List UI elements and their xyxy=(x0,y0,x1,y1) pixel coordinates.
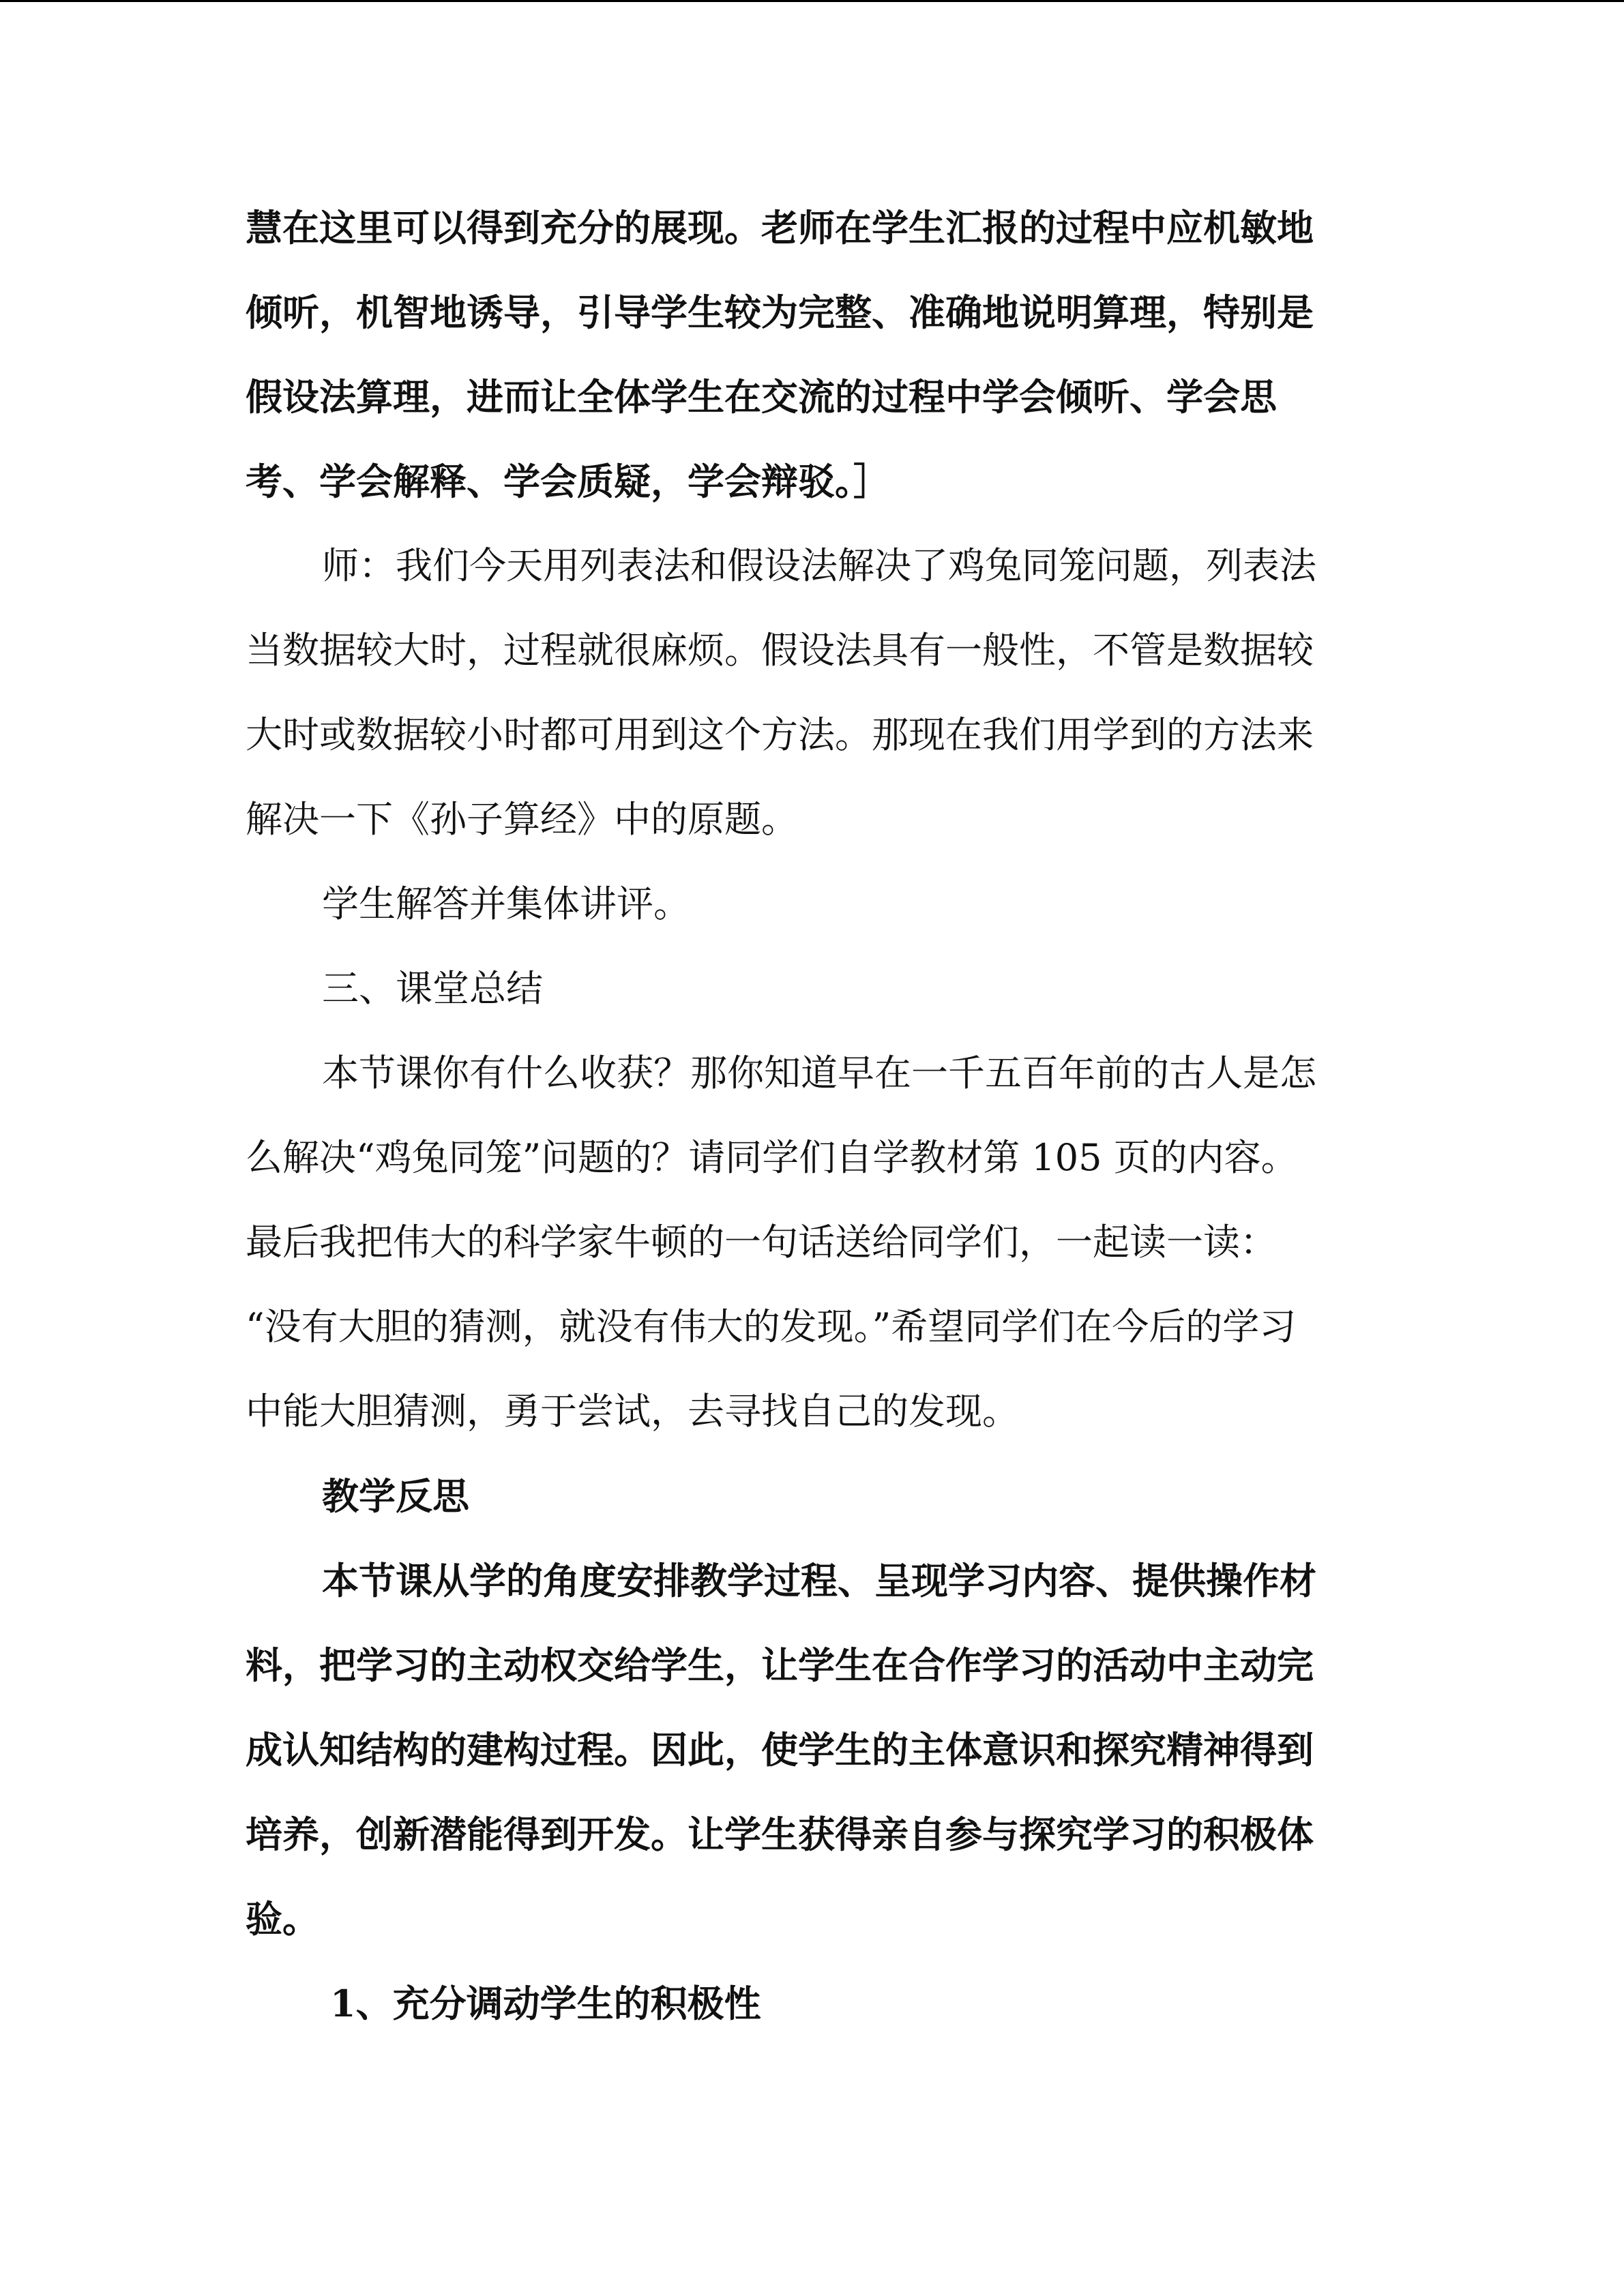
text-line: 考、学会解释、学会质疑，学会辩驳。］ xyxy=(246,460,890,503)
document-page xyxy=(246,185,1378,2046)
section-heading-reflection: 教学反思 xyxy=(322,1474,469,1518)
text-line: 本节课从学的角度安排教学过程、呈现学习内容、提供操作材 xyxy=(322,1559,1316,1602)
text-line: 培养，创新潜能得到开发。让学生获得亲自参与探究学习的积极体 xyxy=(246,1813,1314,1856)
text-line: 料，把学习的主动权交给学生，让学生在合作学习的活动中主动完 xyxy=(246,1643,1314,1687)
text-line: 解决一下《孙子算经》中的原题。 xyxy=(246,798,798,841)
subheading-point-1: 1、充分调动学生的积极性 xyxy=(330,1982,761,2025)
text-line: 大时或数据较小时都可用到这个方法。那现在我们用学到的方法来 xyxy=(246,713,1314,756)
page-top-border xyxy=(0,0,1624,2)
text-line: 当数据较大时，过程就很麻烦。假设法具有一般性，不管是数据较 xyxy=(246,629,1314,672)
text-line: 验。 xyxy=(246,1897,319,1941)
text-line: 么解决“鸡兔同笼”问题的？请同学们自学教材第 105 页的内容。 xyxy=(246,1136,1298,1179)
section-heading-summary: 三、课堂总结 xyxy=(322,967,543,1010)
text-line: 师：我们今天用列表法和假设法解决了鸡兔同笼问题，列表法 xyxy=(322,544,1316,587)
paragraph-reflection xyxy=(246,1538,1378,1961)
text-line: “没有大胆的猜测，就没有伟大的发现。”希望同学们在今后的学习 xyxy=(246,1305,1297,1348)
text-line: 本节课你有什么收获？那你知道早在一千五百年前的古人是怎 xyxy=(322,1052,1316,1094)
paragraph-class-summary xyxy=(246,1031,1378,1454)
text-line: 慧在这里可以得到充分的展现。老师在学生汇报的过程中应机敏地 xyxy=(246,206,1314,250)
paragraph-student-answer: 学生解答并集体讲评。 xyxy=(322,882,690,925)
text-line: 中能大胆猜测，勇于尝试，去寻找自己的发现。 xyxy=(246,1390,1019,1433)
paragraph-method-commentary xyxy=(246,185,1378,524)
paragraph-teacher-remark xyxy=(246,524,1378,862)
text-line: 假设法算理，进而让全体学生在交流的过程中学会倾听、学会思 xyxy=(246,375,1277,419)
text-line: 倾听，机智地诱导，引导学生较为完整、准确地说明算理，特别是 xyxy=(246,290,1314,334)
text-line: 成认知结构的建构过程。因此，使学生的主体意识和探究精神得到 xyxy=(246,1728,1314,1772)
text-line: 最后我把伟大的科学家牛顿的一句话送给同学们，一起读一读： xyxy=(246,1221,1277,1264)
